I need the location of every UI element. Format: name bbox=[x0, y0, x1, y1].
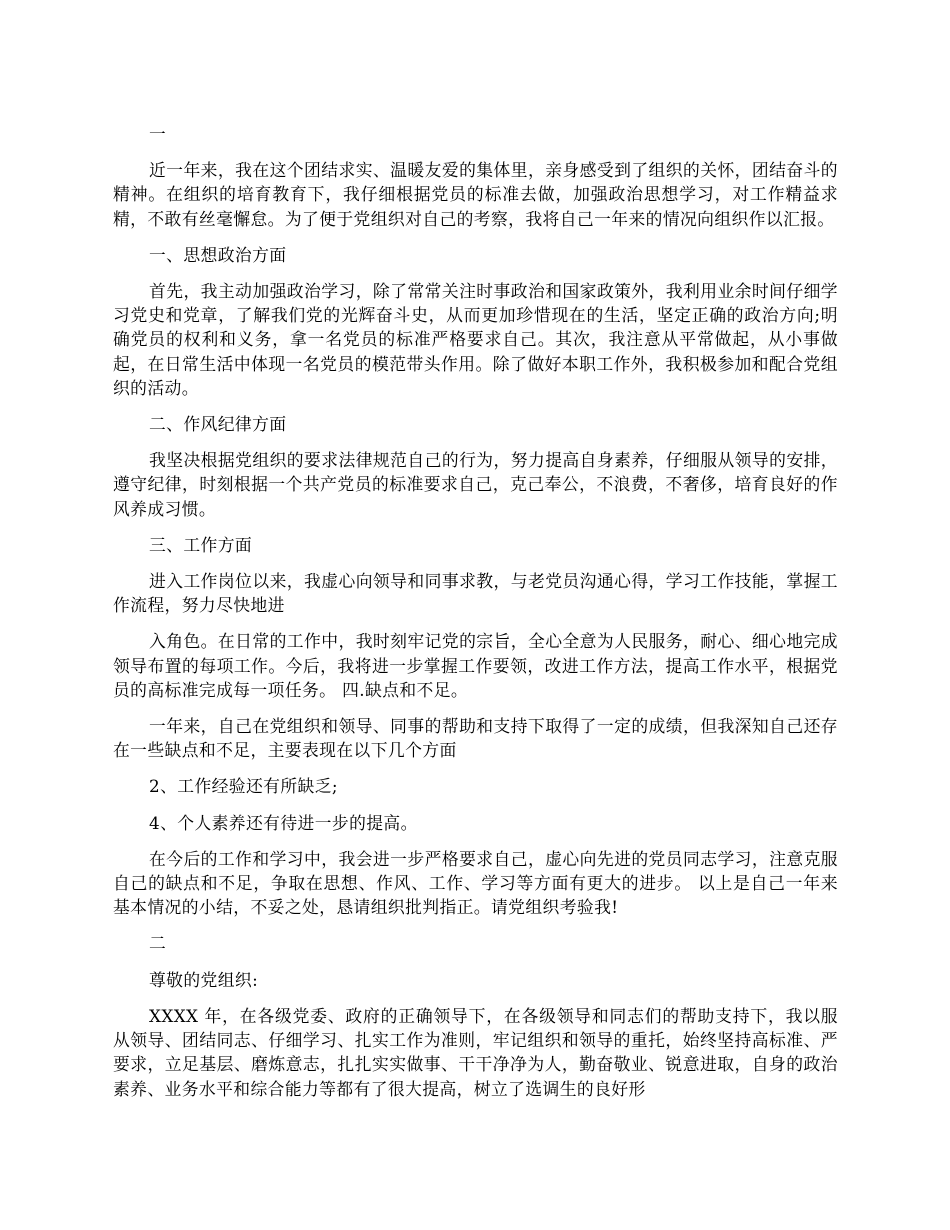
section-heading: 三、工作方面 bbox=[149, 534, 253, 555]
paragraph: 近一年来，我在这个团结求实、温暖友爱的集体里，亲身感受到了组织的关怀，团结奋斗的精神。在组织的培育教育下，我仔细根据党员的标准去做，加强政治思想学习，对工作精益求精，不敢有丝毫懈怠。为了便于党组织对自己的考察，我将自己一年来的情况向组织作以汇报。 bbox=[113, 160, 838, 229]
paragraph: 我坚决根据党组织的要求法律规范自己的行为，努力提高自身素养，仔细服从领导的安排，遵守纪律，时刻根据一个共产党员的标准要求自己，克己奉公，不浪费，不奢侈，培育良好的作风养成习惯。 bbox=[113, 450, 838, 519]
section-number: 二 bbox=[149, 933, 167, 954]
paragraph: 在今后的工作和学习中，我会进一步严格要求自己，虚心向先进的党员同志学习，注意克服自己的缺点和不足，争取在思想、作风、工作、学习等方面有更大的进步。 以上是自己一年来基本情况的小结，不妥之处，恳请组织批判指正。请党组织考验我! bbox=[113, 848, 838, 918]
salutation: 尊敬的党组织: bbox=[149, 969, 259, 990]
list-item: 4、个人素养还有待进一步的提高。 bbox=[149, 812, 418, 833]
section-number: 一 bbox=[149, 124, 167, 144]
paragraph: 一年来，自己在党组织和领导、同事的帮助和支持下取得了一定的成绩，但我深知自己还存在一些缺点和不足，主要表现在以下几个方面 bbox=[113, 716, 838, 761]
list-item: 2、工作经验还有所缺乏; bbox=[149, 776, 338, 797]
paragraph: XXXX 年，在各级党委、政府的正确领导下，在各级领导和同志们的帮助支持下，我以服从领导、团结同志、仔细学习、扎实工作为准则，牢记组织和领导的重托，始终坚持高标准、严要求，立足基层、磨炼意志，扎扎实实做事、干干净净为人，勤奋敬业、锐意进取，自身的政治素养、业务水平和综合能力等都有了很大提高，树立了选调生的良好形 bbox=[113, 1005, 838, 1099]
document-body bbox=[113, 122, 838, 1113]
paragraph: 进入工作岗位以来，我虚心向领导和同事求教，与老党员沟通心得，学习工作技能，掌握工作流程，努力尽快地进 bbox=[113, 571, 838, 616]
paragraph: 首先，我主动加强政治学习，除了常常关注时事政治和国家政策外，我利用业余时间仔细学习党史和党章，了解我们党的光辉奋斗史，从而更加珍惜现在的生活，坚定正确的政治方向;明确党员的权利和义务，拿一名党员的标准严格要求自己。其次，我注意从平常做起，从小事做起，在日常生活中体现一名党员的模范带头作用。除了做好本职工作外，我积极参加和配合党组织的活动。 bbox=[113, 281, 838, 398]
paragraph: 入角色。在日常的工作中，我时刻牢记党的宗旨，全心全意为人民服务，耐心、细心地完成领导布置的每项工作。今后，我将进一步掌握工作要领，改进工作方法，提高工作水平，根据党员的高标准完成每一项任务。 四.缺点和不足。 bbox=[113, 631, 838, 700]
section-heading: 一、思想政治方面 bbox=[149, 244, 287, 265]
section-heading: 二、作风纪律方面 bbox=[149, 414, 287, 435]
